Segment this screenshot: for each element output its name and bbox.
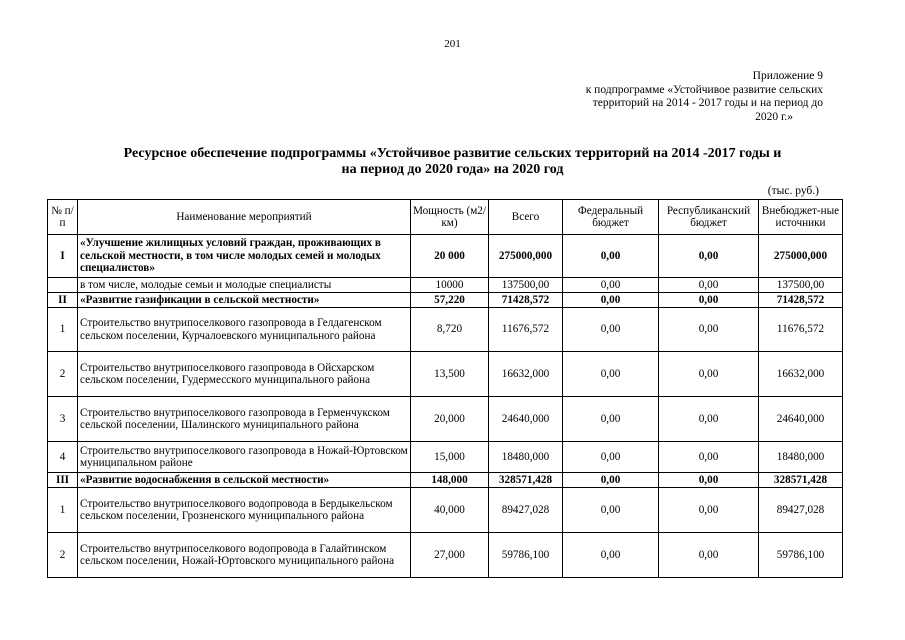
table-row	[48, 533, 843, 578]
cell-extra: 89427,028	[759, 488, 843, 533]
table-row	[48, 473, 843, 488]
cell-federal: 0,00	[563, 278, 659, 293]
cell-extra: 59786,100	[759, 533, 843, 578]
cell-total: 275000,000	[489, 235, 563, 278]
table-header-row	[48, 200, 843, 235]
cell-total: 71428,572	[489, 293, 563, 308]
header-total: Всего	[489, 200, 563, 235]
cell-name: «Улучшение жилищных условий граждан, проживающих в сельской местности, в том числе молодых семей и молодых специалистов»	[78, 235, 411, 278]
cell-name: в том числе, молодые семьи и молодые специалисты	[78, 278, 411, 293]
cell-extra: 16632,000	[759, 352, 843, 397]
cell-capacity: 148,000	[411, 473, 489, 488]
cell-total: 24640,000	[489, 397, 563, 442]
cell-capacity: 20 000	[411, 235, 489, 278]
table-row	[48, 442, 843, 473]
cell-federal: 0,00	[563, 293, 659, 308]
cell-capacity: 8,720	[411, 308, 489, 352]
cell-republic: 0,00	[659, 473, 759, 488]
cell-name: Строительство внутрипоселкового газопровода в Гелдагенском сельском поселении, Курчалоевского муниципального района	[78, 308, 411, 352]
cell-num: 2	[48, 352, 78, 397]
cell-extra: 137500,00	[759, 278, 843, 293]
title-line: на период до 2020 года» на 2020 год	[341, 161, 564, 177]
cell-num	[48, 278, 78, 293]
cell-federal: 0,00	[563, 352, 659, 397]
cell-republic: 0,00	[659, 235, 759, 278]
cell-total: 89427,028	[489, 488, 563, 533]
cell-republic: 0,00	[659, 293, 759, 308]
appendix-line: к подпрограмме «Устойчивое развитие сельских	[585, 83, 823, 96]
cell-name: Строительство внутрипоселкового газопровода в Ножай-Юртовском муниципальном районе	[78, 442, 411, 473]
units-label: (тыс. руб.)	[767, 185, 819, 197]
appendix-line: 2020 г.»	[755, 110, 793, 123]
cell-federal: 0,00	[563, 442, 659, 473]
cell-name: Строительство внутрипоселкового газопровода в Ойсхарском сельском поселении, Гудермесского муниципального района	[78, 352, 411, 397]
cell-num: 4	[48, 442, 78, 473]
cell-extra: 328571,428	[759, 473, 843, 488]
cell-republic: 0,00	[659, 308, 759, 352]
cell-name: «Развитие водоснабжения в сельской местности»	[78, 473, 411, 488]
table-row	[48, 352, 843, 397]
cell-num: III	[48, 473, 78, 488]
cell-num: 1	[48, 488, 78, 533]
appendix-line: территорий на 2014 - 2017 годы и на период до	[592, 97, 823, 109]
cell-republic: 0,00	[659, 442, 759, 473]
cell-total: 11676,572	[489, 308, 563, 352]
cell-federal: 0,00	[563, 235, 659, 278]
cell-extra: 275000,000	[759, 235, 843, 278]
cell-extra: 11676,572	[759, 308, 843, 352]
table-row	[48, 278, 843, 293]
table-row	[48, 397, 843, 442]
header-num: № п/п	[48, 200, 78, 235]
cell-federal: 0,00	[563, 488, 659, 533]
cell-republic: 0,00	[659, 533, 759, 578]
table-row	[48, 293, 843, 308]
cell-extra: 24640,000	[759, 397, 843, 442]
cell-republic: 0,00	[659, 352, 759, 397]
cell-total: 59786,100	[489, 533, 563, 578]
cell-capacity: 13,500	[411, 352, 489, 397]
cell-name: Строительство внутрипоселкового водопровода в Бердыкельском сельском поселении, Грозненского муниципального района	[78, 488, 411, 533]
appendix-note	[523, 70, 823, 124]
header-republic: Республиканский бюджет	[659, 200, 759, 235]
cell-republic: 0,00	[659, 278, 759, 293]
cell-federal: 0,00	[563, 397, 659, 442]
header-capacity: Мощность (м2/км)	[411, 200, 489, 235]
cell-capacity: 20,000	[411, 397, 489, 442]
cell-capacity: 27,000	[411, 533, 489, 578]
cell-num: I	[48, 235, 78, 278]
cell-total: 328571,428	[489, 473, 563, 488]
cell-num: 3	[48, 397, 78, 442]
cell-num: 2	[48, 533, 78, 578]
resource-table	[47, 199, 843, 578]
cell-capacity: 40,000	[411, 488, 489, 533]
header-extra: Внебюджет-ные источники	[759, 200, 843, 235]
header-federal: Федеральный бюджет	[563, 200, 659, 235]
appendix-line: Приложение 9	[752, 70, 823, 82]
title-line: Ресурсное обеспечение подпрограммы «Устойчивое развитие сельских территорий на 2014 -2017 годы и	[123, 146, 782, 161]
page-number: 201	[444, 38, 461, 50]
cell-capacity: 10000	[411, 278, 489, 293]
cell-republic: 0,00	[659, 397, 759, 442]
cell-total: 137500,00	[489, 278, 563, 293]
cell-federal: 0,00	[563, 308, 659, 352]
cell-republic: 0,00	[659, 488, 759, 533]
cell-name: «Развитие газификации в сельской местности»	[78, 293, 411, 308]
table-row	[48, 308, 843, 352]
cell-capacity: 15,000	[411, 442, 489, 473]
cell-federal: 0,00	[563, 473, 659, 488]
cell-num: 1	[48, 308, 78, 352]
cell-capacity: 57,220	[411, 293, 489, 308]
document-title	[60, 146, 845, 177]
cell-total: 16632,000	[489, 352, 563, 397]
cell-num: II	[48, 293, 78, 308]
table-row	[48, 488, 843, 533]
cell-total: 18480,000	[489, 442, 563, 473]
table-row	[48, 235, 843, 278]
cell-federal: 0,00	[563, 533, 659, 578]
cell-name: Строительство внутрипоселкового газопровода в Герменчукском сельской поселении, Шалинского муниципального района	[78, 397, 411, 442]
cell-extra: 18480,000	[759, 442, 843, 473]
header-name: Наименование мероприятий	[78, 200, 411, 235]
cell-name: Строительство внутрипоселкового водопровода в Галайтинском сельском поселении, Ножай-Юртовского муниципального района	[78, 533, 411, 578]
cell-extra: 71428,572	[759, 293, 843, 308]
